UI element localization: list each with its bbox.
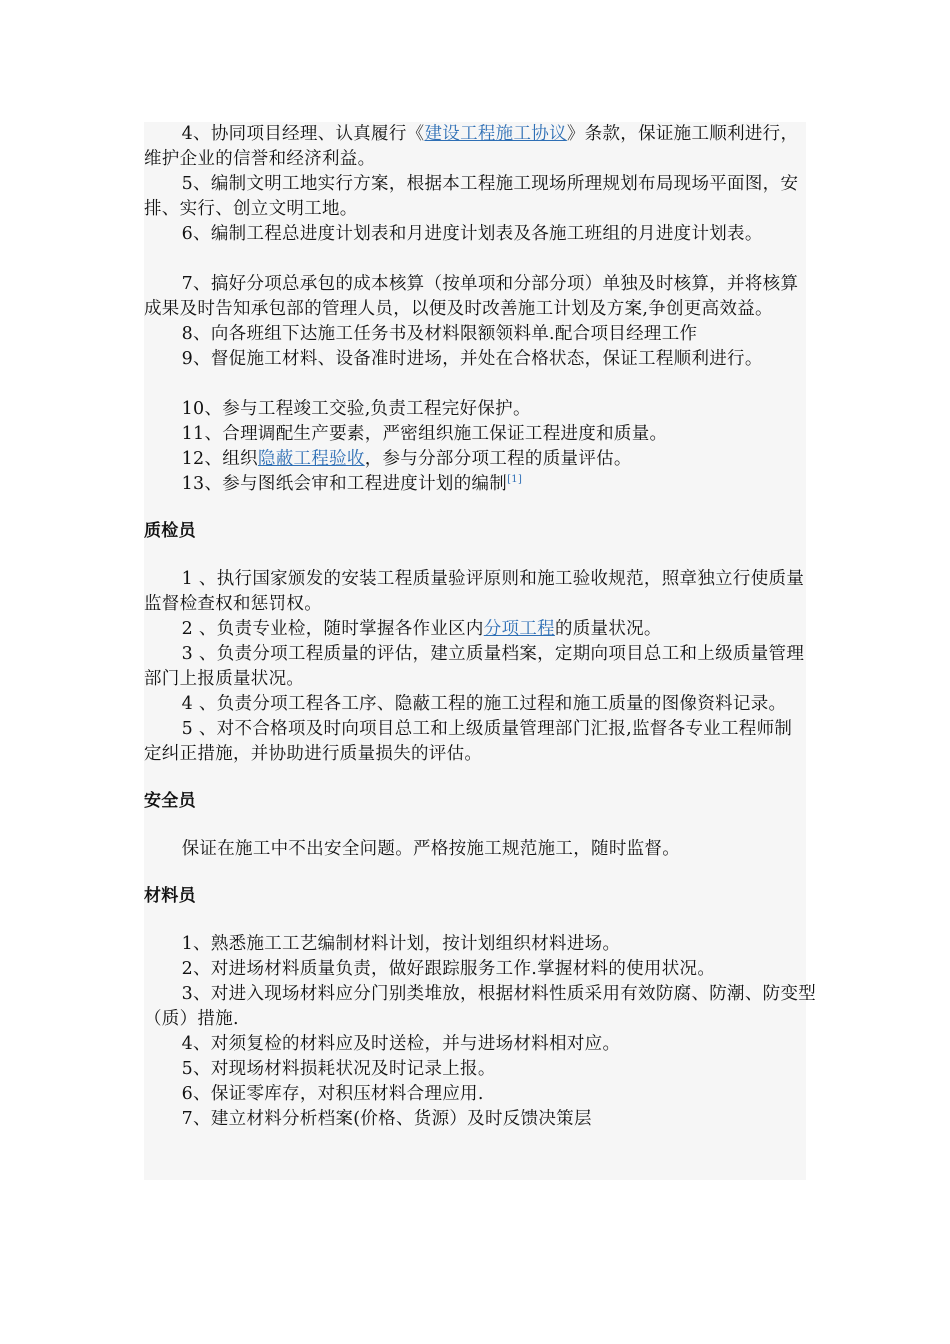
paragraph-quality-5: 5 、对不合格项及时向项目总工和上级质量管理部门汇报,监督各专业工程师制定纠正措施，并协助进行质量损失的评估。 [144,719,793,764]
paragraph-intro-11: 11、合理调配生产要素，严密组织施工保证工程进度和质量。 [181,424,668,444]
paragraph-quality-4: 4 、负责分项工程各工序、隐蔽工程的施工过程和施工质量的图像资料记录。 [181,694,787,714]
paragraph-intro-8: 8、向各班组下达施工任务书及材料限额领料单.配合项目经理工作 [181,324,698,344]
paragraph-intro-10: 10、参与工程竣工交验,负责工程完好保护。 [181,399,531,419]
text-intro-12a: 12、组织 [181,449,258,469]
text-intro-4b: 》条款，保证施工顺利进行，维护企业的信誉和经济利益。 [144,124,799,169]
paragraph-material-2: 2、对进场材料质量负责，做好跟踪服务工作.掌握材料的使用状况。 [181,959,716,979]
paragraph-intro-13 [144,472,834,497]
text-intro-12b: ，参与分部分项工程的质量评估。 [364,449,632,469]
paragraph-quality-3: 3 、负责分项工程质量的评估，建立质量档案，定期向项目总工和上级质量管理部门上报质量状况。 [144,644,805,689]
paragraph-material-1: 1、熟悉施工工艺编制材料计划，按计划组织材料进场。 [181,934,621,954]
paragraph-safety-1: 保证在施工中不出安全问题。严格按施工规范施工，随时监督。 [181,839,681,859]
document-body [144,122,834,1132]
text-quality-2a: 2 、负责专业检，随时掌握各作业区内 [181,619,484,639]
link-construction-contract[interactable]: 建设工程施工协议 [424,124,567,144]
link-concealed-work-acceptance[interactable]: 隐蔽工程验收 [257,449,365,469]
paragraph-quality-1: 1 、执行国家颁发的安装工程质量验评原则和施工验收规范，照章独立行使质量监督检查权和惩罚权。 [144,569,805,614]
paragraph-intro-12 [144,447,834,472]
text-intro-13: 13、参与图纸会审和工程进度计划的编制 [181,474,508,494]
paragraph-intro-6: 6、编制工程总进度计划表和月进度计划表及各施工班组的月进度计划表。 [181,224,763,244]
paragraph-material-7: 7、建立材料分析档案(价格、货源）及时反馈决策层 [181,1109,592,1129]
paragraph-intro-4 [144,122,809,172]
paragraph-material-5: 5、对现场材料损耗状况及时记录上报。 [181,1059,496,1079]
text-quality-2b: 的质量状况。 [554,619,662,639]
paragraph-intro-5: 5、编制文明工地实行方案，根据本工程施工现场所理规划布局现场平面图，安排、实行、创立文明工地。 [144,174,799,219]
heading-material-officer: 材料员 [144,886,196,906]
paragraph-quality-2 [144,617,809,642]
paragraph-intro-7: 7、搞好分项总承包的成本核算（按单项和分部分项）单独及时核算，并将核算成果及时告知承包部的管理人员，以便及时改善施工计划及方案,争创更高效益。 [144,274,799,319]
heading-safety-officer: 安全员 [144,791,196,811]
footnote-reference[interactable]: [1] [507,474,523,486]
paragraph-material-3: 3、对进入现场材料应分门别类堆放，根据材料性质采用有效防腐、防潮、防变型（质）措施. [144,984,817,1029]
paragraph-material-4: 4、对须复检的材料应及时送检，并与进场材料相对应。 [181,1034,621,1054]
paragraph-intro-9: 9、督促施工材料、设备准时进场，并处在合格状态，保证工程顺利进行。 [181,349,763,369]
link-subitem-works[interactable]: 分项工程 [483,619,555,639]
paragraph-material-6: 6、保证零库存，对积压材料合理应用. [181,1084,484,1104]
heading-quality-inspector: 质检员 [144,521,196,541]
text-intro-4a: 4、协同项目经理、认真履行《 [181,124,425,144]
